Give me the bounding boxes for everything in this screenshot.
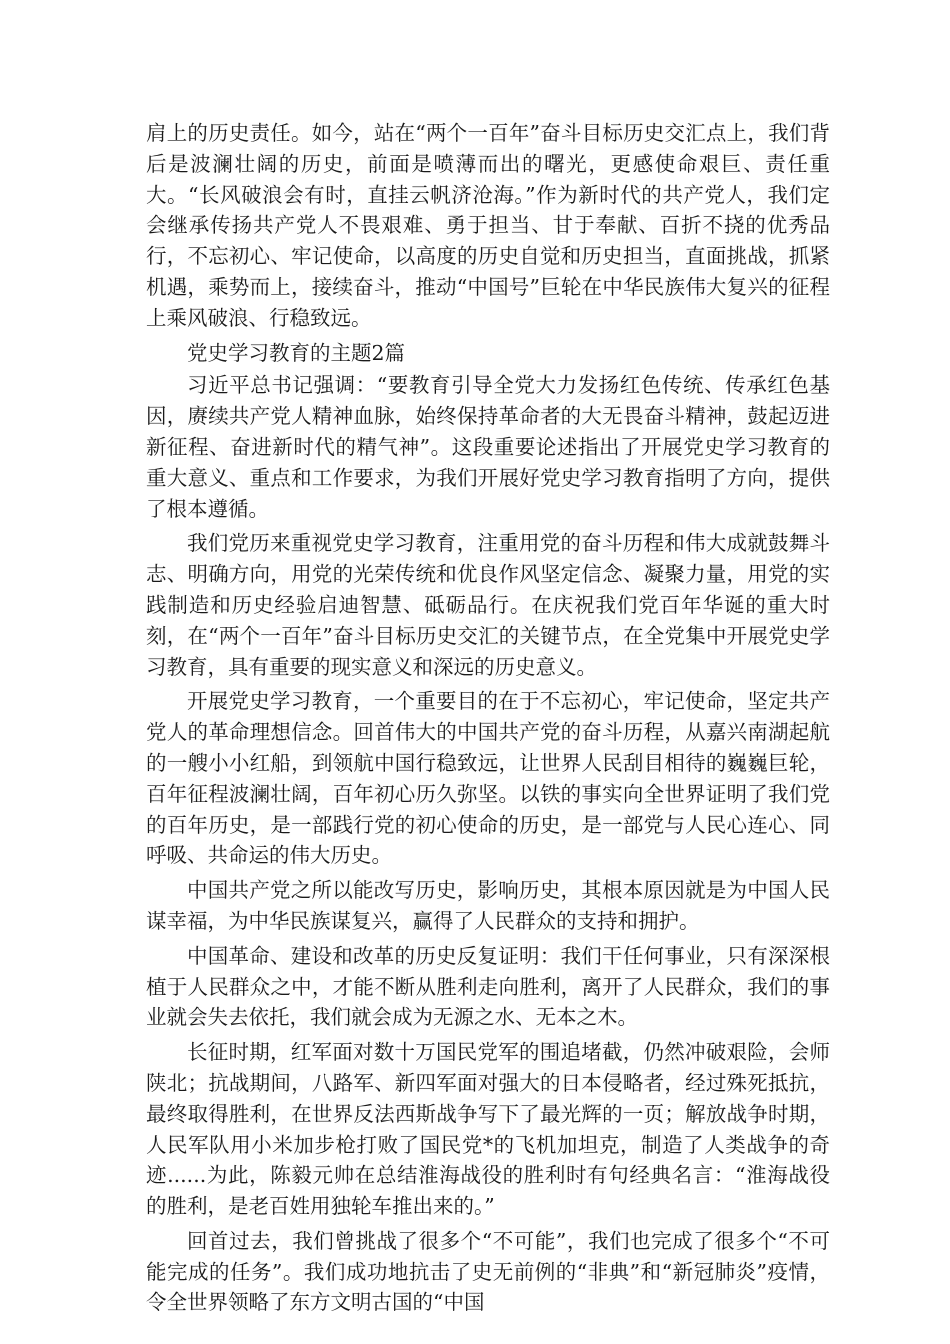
section-heading: 党史学习教育的主题2篇 xyxy=(187,340,406,365)
paragraph-4: 开展党史学习教育，一个重要目的在于不忘初心，牢记使命，坚定共产党人的革命理想信念。回首伟大的中国共产党的奋斗历程，从嘉兴南湖起航的一艘小小红船，到领航中国行稳致远，让世界人民刮目相待的巍巍巨轮，百年征程波澜壮阔，百年初心历久弥坚。以铁的事实向全世界证明了我们党的百年历史，是一部践行党的初心使命的历史，是一部党与人民心连心、同呼吸、共命运的伟大历史。 xyxy=(146,689,830,868)
paragraph-5: 中国共产党之所以能改写历史，影响历史，其根本原因就是为中国人民谋幸福，为中华民族谋复兴，赢得了人民群众的支持和拥护。 xyxy=(146,878,830,933)
paragraph-8: 回首过去，我们曾挑战了很多个“不可能”，我们也完成了很多个“不可能完成的任务”。我们成功地抗击了史无前例的“非典”和“新冠肺炎”疫情，令全世界领略了东方文明古国的“中国 xyxy=(146,1228,830,1315)
paragraph-3: 我们党历来重视党史学习教育，注重用党的奋斗历程和伟大成就鼓舞斗志、明确方向，用党的光荣传统和优良作风坚定信念、凝聚力量，用党的实践制造和历史经验启迪智慧、砥砺品行。在庆祝我们党百年华诞的重大时刻，在“两个一百年”奋斗目标历史交汇的关键节点，在全党集中开展党史学习教育，具有重要的现实意义和深远的历史意义。 xyxy=(146,531,830,679)
paragraph-2: 习近平总书记强调：“要教育引导全党大力发扬红色传统、传承红色基因，赓续共产党人精神血脉，始终保持革命者的大无畏奋斗精神，鼓起迈进新征程、奋进新时代的精气神”。这段重要论述指出了开展党史学习教育的重大意义、重点和工作要求，为我们开展好党史学习教育指明了方向，提供了根本遵循。 xyxy=(146,373,830,521)
paragraph-1: 肩上的历史责任。如今，站在“两个一百年”奋斗目标历史交汇点上，我们背后是波澜壮阔的历史，前面是喷薄而出的曙光，更感使命艰巨、责任重大。“长风破浪会有时，直挂云帆济沧海。”作为新时代的共产党人，我们定会继承传扬共产党人不畏艰难、勇于担当、甘于奉献、百折不挠的优秀品行，不忘初心、牢记使命，以高度的历史自觉和历史担当，直面挑战，抓紧机遇，乘势而上，接续奋斗，推动“中国号”巨轮在中华民族伟大复兴的征程上乘风破浪、行稳致远。 xyxy=(146,121,830,330)
document-page xyxy=(146,118,830,1322)
paragraph-6: 中国革命、建设和改革的历史反复证明：我们干任何事业，只有深深根植于人民群众之中，才能不断从胜利走向胜利，离开了人民群众，我们的事业就会失去依托，我们就会成为无源之水、无本之木。 xyxy=(146,943,830,1030)
paragraph-7: 长征时期，红军面对数十万国民党军的围追堵截，仍然冲破艰险，会师陕北；抗战期间，八路军、新四军面对强大的日本侵略者，经过殊死抵抗，最终取得胜利，在世界反法西斯战争写下了最光辉的一页；解放战争时期，人民军队用小米加步枪打败了国民党*的飞机加坦克，制造了人类战争的奇迹......为此，陈毅元帅在总结淮海战役的胜利时有句经典名言：“淮海战役的胜利，是老百姓用独轮车推出来的。” xyxy=(146,1040,830,1219)
